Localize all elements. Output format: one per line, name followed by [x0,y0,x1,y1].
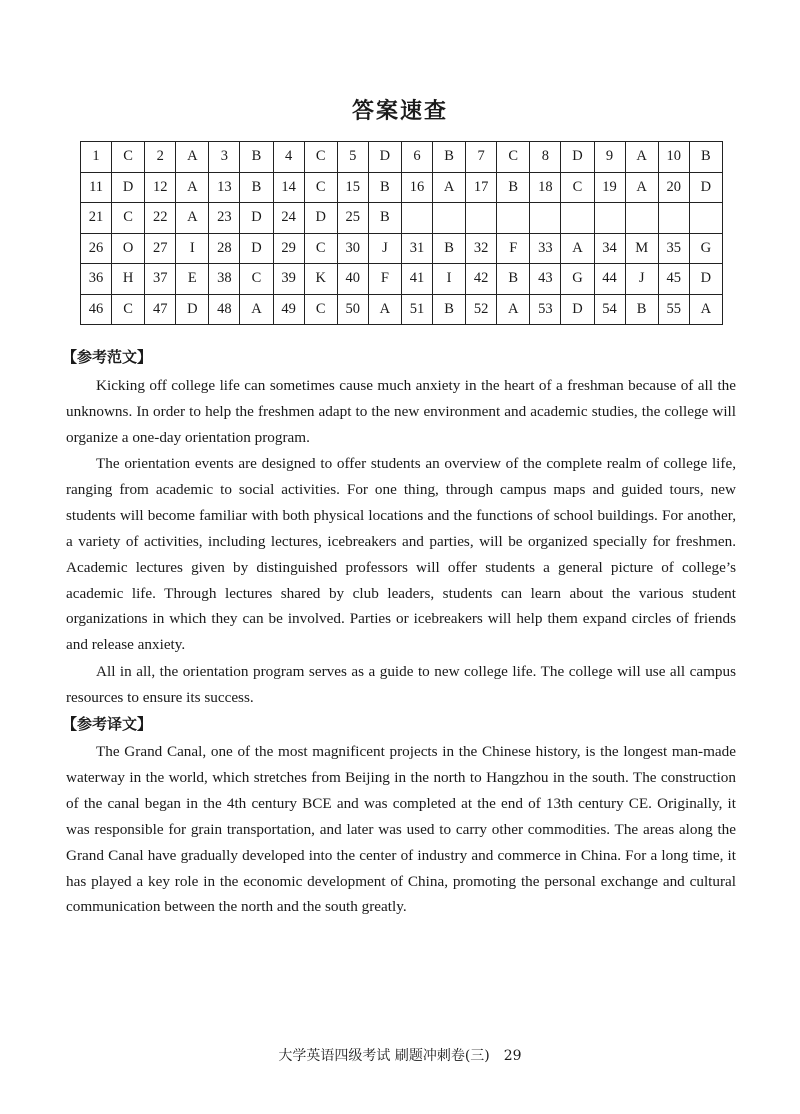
answer-letter: C [497,142,530,173]
essay-paragraph-1: Kicking off college life can sometimes cause much anxiety in the heart of a freshman because of all the unknowns. In order to help the freshmen adapt to the new environment and academic studies, the college will organize a one-day orientation program. [66,377,736,446]
answer-letter: B [433,142,466,173]
question-number: 54 [594,294,625,325]
question-number: 38 [209,264,240,295]
question-number: 41 [401,264,432,295]
essay-paragraph-2: The orientation events are designed to offer students an overview of the complete realm of college life, ranging from academic to social activities. For one thing, through campus maps and guided tours, new students will become familiar with both physical locations and the functions of school buildings. For another, a variety of activities, including lectures, icebreakers and parties, will be organized specially for freshmen. Academic lectures given by distinguished professors will offer students a general picture of college’s academic life. Through lectures shared by club leaders, students can learn about the various student organizations in which they can be involved. Parties or icebreakers will help them expand circles of friends and release anxiety. [66,455,736,654]
answer-letter: B [497,172,530,203]
answer-letter: B [689,142,722,173]
question-number: 8 [530,142,561,173]
answer-letter: A [176,142,209,173]
answer-letter: B [433,294,466,325]
answer-letter: C [304,294,337,325]
answer-letter: H [112,264,145,295]
answer-letter: E [176,264,209,295]
answer-letter: G [689,233,722,264]
answer-letter: A [497,294,530,325]
question-number: 20 [658,172,689,203]
answer-letter [497,203,530,234]
answer-letter: G [561,264,594,295]
answer-table-body [81,142,723,325]
answer-row [81,142,723,173]
answer-letter: I [176,233,209,264]
answer-row [81,264,723,295]
question-number: 2 [145,142,176,173]
question-number: 40 [337,264,368,295]
answer-table [80,141,723,325]
answer-letter: A [625,142,658,173]
answer-letter: A [433,172,466,203]
question-number: 53 [530,294,561,325]
answer-letter: F [497,233,530,264]
question-number: 47 [145,294,176,325]
question-number: 30 [337,233,368,264]
question-number: 51 [401,294,432,325]
question-number: 6 [401,142,432,173]
question-number: 24 [273,203,304,234]
answer-letter: D [689,264,722,295]
answer-letter: I [433,264,466,295]
question-number [594,203,625,234]
question-number: 29 [273,233,304,264]
question-number: 49 [273,294,304,325]
page-title: 答案速查 [351,99,448,124]
answer-letter [433,203,466,234]
question-number [466,203,497,234]
answer-letter [561,203,594,234]
answer-row [81,233,723,264]
question-number: 17 [466,172,497,203]
question-number: 42 [466,264,497,295]
question-number: 26 [81,233,112,264]
question-number: 37 [145,264,176,295]
question-number: 46 [81,294,112,325]
answer-letter: B [625,294,658,325]
question-number: 31 [401,233,432,264]
question-number [530,203,561,234]
question-number [658,203,689,234]
question-number: 15 [337,172,368,203]
question-number: 1 [81,142,112,173]
translation-paragraph: The Grand Canal, one of the most magnificent projects in the Chinese history, is the longest man-made waterway in the world, which stretches from Beijing in the north to Hangzhou in the south. The construction of the canal began in the 4th century BCE and was completed at the end of 13th century CE. Originally, it was responsible for grain transportation, and later was used to carry other commodities. The areas along the Grand Canal have gradually developed into the center of industry and commerce in China. For a long time, it has played a key role in the economic development of China, promoting the personal exchange and cultural communication between the north and the south greatly. [66,743,736,916]
answer-letter: B [433,233,466,264]
essay-heading: 【参考范文】 [62,348,153,366]
question-number: 18 [530,172,561,203]
answer-letter: B [240,172,273,203]
question-number: 36 [81,264,112,295]
answer-letter: D [176,294,209,325]
question-number: 43 [530,264,561,295]
answer-letter: F [368,264,401,295]
answer-letter: C [112,294,145,325]
answer-letter: K [304,264,337,295]
question-number: 48 [209,294,240,325]
question-number [401,203,432,234]
page-footer: 大学英语四级考试 刷题冲刺卷(三) 29 [278,1048,522,1064]
question-number: 33 [530,233,561,264]
answer-letter [689,203,722,234]
answer-letter: A [625,172,658,203]
answer-letter: B [368,203,401,234]
answer-letter: O [112,233,145,264]
question-number: 55 [658,294,689,325]
question-number: 3 [209,142,240,173]
question-number: 35 [658,233,689,264]
answer-letter: A [176,203,209,234]
question-number: 34 [594,233,625,264]
question-number: 52 [466,294,497,325]
question-number: 50 [337,294,368,325]
answer-letter: D [561,142,594,173]
answer-letter: C [304,172,337,203]
answer-letter: J [368,233,401,264]
answer-letter: D [561,294,594,325]
answer-letter: D [112,172,145,203]
answer-letter: D [240,233,273,264]
question-number: 45 [658,264,689,295]
question-number: 23 [209,203,240,234]
question-number: 44 [594,264,625,295]
question-number: 22 [145,203,176,234]
question-number: 11 [81,172,112,203]
answer-row [81,172,723,203]
answer-letter: C [112,142,145,173]
question-number: 27 [145,233,176,264]
question-number: 39 [273,264,304,295]
answer-letter: C [304,233,337,264]
answer-letter: A [176,172,209,203]
answer-letter: C [304,142,337,173]
answer-letter: D [240,203,273,234]
answer-letter: B [368,172,401,203]
question-number: 32 [466,233,497,264]
answer-letter: B [497,264,530,295]
answer-letter: C [561,172,594,203]
answer-letter: D [689,172,722,203]
answer-letter: C [240,264,273,295]
answer-letter: J [625,264,658,295]
question-number: 14 [273,172,304,203]
essay-paragraph-3: All in all, the orientation program serves as a guide to new college life. The college will use all campus resources to ensure its success. [66,663,736,706]
answer-row [81,294,723,325]
translation-heading: 【参考译文】 [62,715,153,733]
question-number: 4 [273,142,304,173]
question-number: 21 [81,203,112,234]
answer-letter [625,203,658,234]
answer-letter: M [625,233,658,264]
answer-letter: B [240,142,273,173]
question-number: 9 [594,142,625,173]
question-number: 5 [337,142,368,173]
answer-letter: A [368,294,401,325]
answer-letter: C [112,203,145,234]
answer-letter: A [561,233,594,264]
answer-letter: A [689,294,722,325]
question-number: 10 [658,142,689,173]
answer-row [81,203,723,234]
answer-letter: D [368,142,401,173]
question-number: 25 [337,203,368,234]
question-number: 7 [466,142,497,173]
question-number: 28 [209,233,240,264]
question-number: 12 [145,172,176,203]
question-number: 19 [594,172,625,203]
question-number: 16 [401,172,432,203]
answer-letter: A [240,294,273,325]
question-number: 13 [209,172,240,203]
answer-letter: D [304,203,337,234]
